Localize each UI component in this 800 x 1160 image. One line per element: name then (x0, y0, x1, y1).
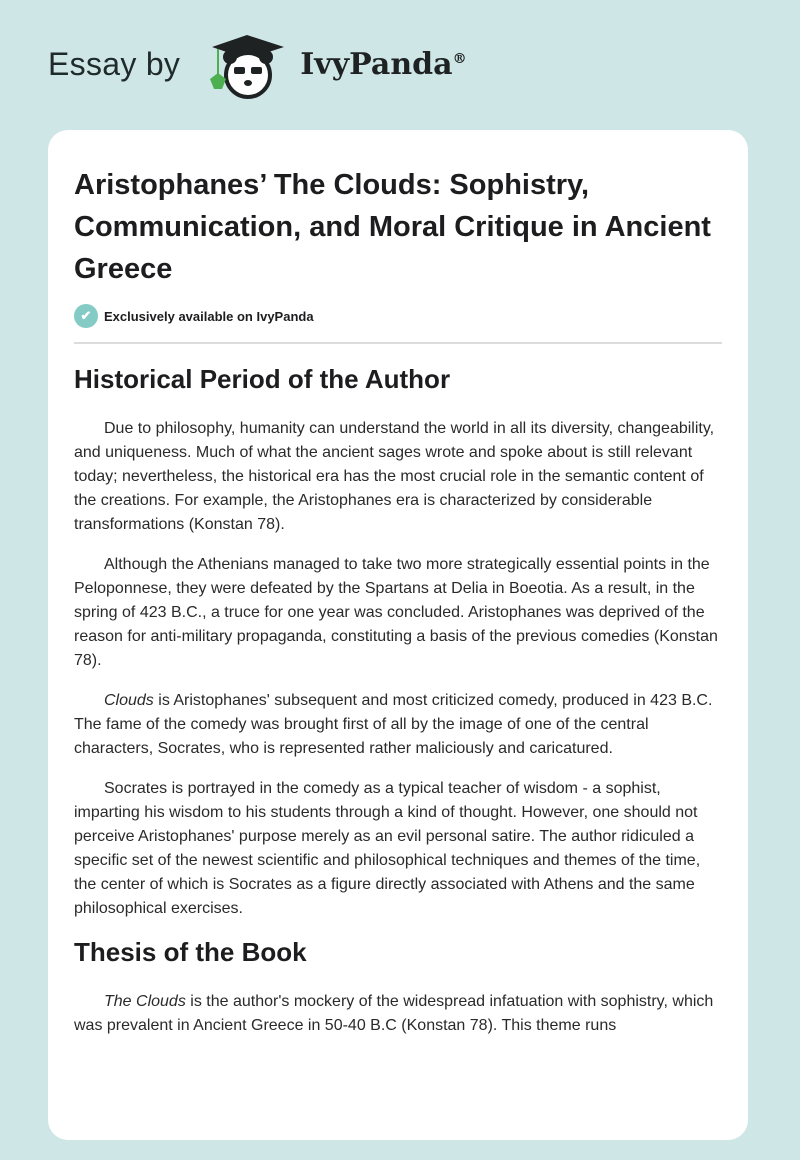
panda-logo-icon[interactable] (202, 29, 292, 99)
brand-text: IvyPanda (300, 46, 453, 82)
paragraph (74, 777, 722, 921)
section-heading: Historical Period of the Author (74, 364, 451, 394)
paragraph (74, 990, 722, 1038)
brand-name[interactable] (300, 47, 466, 82)
paragraph (74, 553, 722, 673)
site-header (48, 34, 467, 94)
article-body (74, 364, 722, 1038)
paragraph-text: Due to philosophy, humanity can understand the world in all its diversity, changeability, and uniqueness. Much of what the ancient sages wrote and spoke about is still relevant today; nevertheless, the historical era has the most crucial role in the semantic content of the creations. For example, the Aristophanes era is characterized by considerable transformations (Konstan 78). (74, 420, 715, 533)
badge-text: Exclusively available on IvyPanda (104, 308, 314, 324)
book-title: Clouds (104, 692, 154, 709)
article-card (48, 130, 748, 1140)
paragraph-text: is Aristophanes' subsequent and most criticized comedy, produced in 423 B.C. The fame of the comedy was brought first of all by the image of one of the central characters, Socrates, who is represented rather maliciously and caricatured. (74, 692, 713, 757)
paragraph (74, 689, 722, 761)
paragraph (74, 417, 722, 537)
divider (74, 342, 722, 344)
exclusive-badge (74, 304, 722, 328)
registered-mark: ® (452, 50, 467, 67)
paragraph-text: Although the Athenians managed to take two more strategically essential points in the Peloponnese, they were defeated by the Spartans at Delia in Boeotia. As a result, in the spring of 423 B.C., a truce for one year was concluded. Aristophanes was deprived of the reason for anti-military propaganda, constituting a basis of the previous comedies (Konstan 78). (74, 556, 718, 669)
paragraph-text: is the author's mockery of the widespread infatuation with sophistry, which was prevalent in Ancient Greece in 50-40 B.C (Konstan 78). This theme runs (74, 993, 714, 1034)
article-title: Aristophanes’ The Clouds: Sophistry, Communication, and Moral Critique in Ancient Greece (74, 169, 711, 285)
section-heading: Thesis of the Book (74, 937, 307, 967)
book-title: The Clouds (104, 993, 186, 1010)
check-icon: ✔ (74, 304, 98, 328)
paragraph-text: Socrates is portrayed in the comedy as a typical teacher of wisdom - a sophist, imparting his wisdom to his students through a kind of thought. However, one should not perceive Aristophanes' purpose merely as an evil personal satire. The author ridiculed a specific set of the newest scientific and philosophical techniques and themes of the time, the center of which is Socrates as a figure directly associated with Athens and the same philosophical exercises. (74, 780, 701, 917)
essay-by-label: Essay by (48, 45, 181, 82)
